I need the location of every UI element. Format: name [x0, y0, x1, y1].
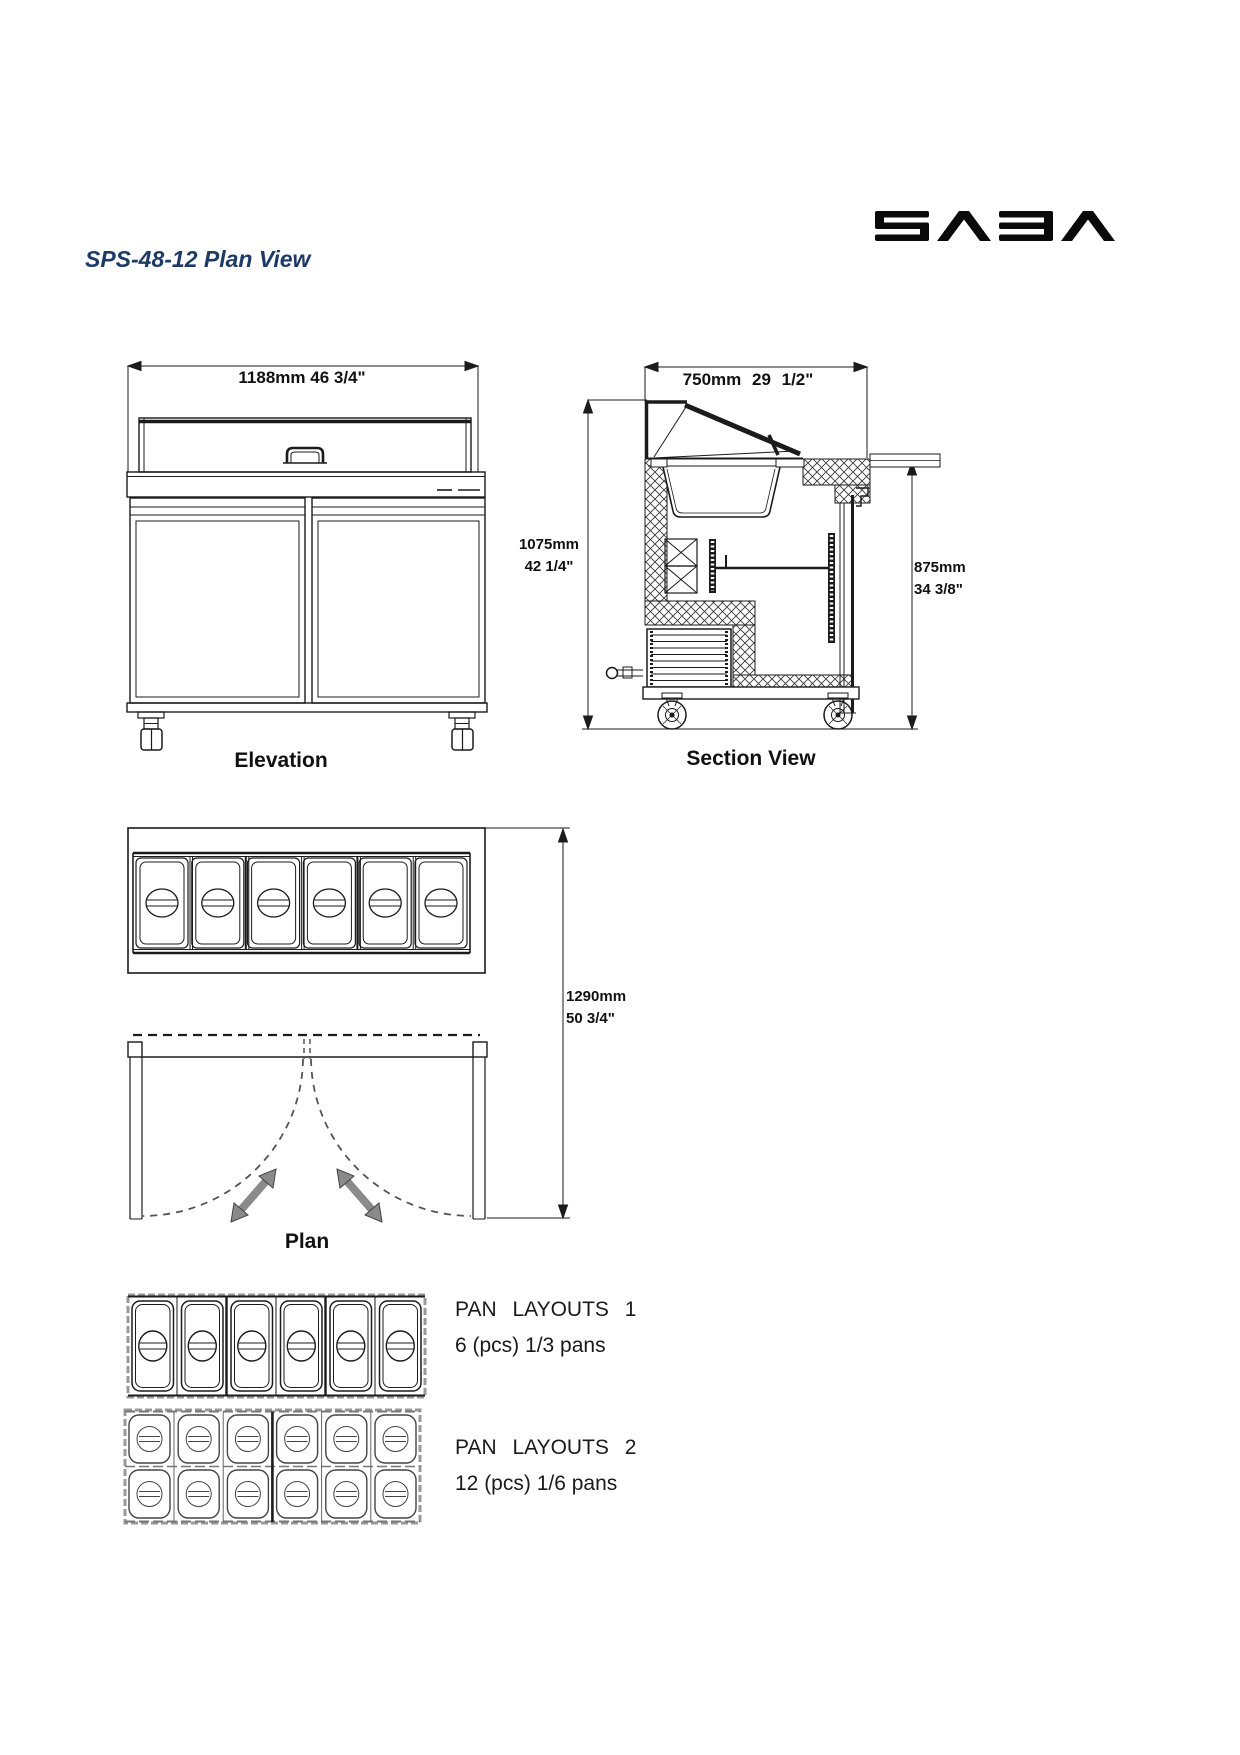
drain-valve-icon [607, 667, 644, 679]
sixth-pan [178, 1470, 219, 1518]
sixth-pan [375, 1470, 416, 1518]
plan-pan [248, 858, 300, 948]
sixth-pan [326, 1470, 367, 1518]
evaporator-boxes [665, 539, 697, 593]
pan-layout-1-subtitle: 6 (pcs) 1/3 pans [455, 1334, 606, 1357]
logo-letter-a [937, 211, 991, 241]
third-pan [380, 1301, 422, 1391]
condenser-coil [647, 629, 731, 687]
lid-handle-icon [283, 448, 327, 463]
sixth-pan [277, 1470, 318, 1518]
third-pan [132, 1301, 174, 1391]
elevation-label: Elevation [234, 749, 328, 772]
sixth-pan [227, 1470, 268, 1518]
plan-depth-dimension-mm: 1290mm [566, 988, 627, 1005]
plan-pan [136, 858, 188, 948]
section-overall-height-in: 42 1/4" [524, 558, 574, 575]
plan-label: Plan [284, 1230, 330, 1253]
pan-layout-2-title: PAN LAYOUTS 2 [455, 1436, 637, 1459]
dim-arrow-left [128, 362, 141, 371]
section-view-label: Section View [686, 747, 816, 770]
pan-layout-2-drawing [100, 1402, 440, 1537]
section-depth-dimension: 750mm 29 1/2" [682, 370, 814, 389]
plan-pans [136, 856, 467, 950]
section-overall-height-mm: 1075mm [518, 536, 580, 553]
section-body-height-mm: 875mm [914, 559, 966, 576]
sixth-pan [277, 1415, 318, 1463]
elevation-door-right [312, 498, 485, 703]
section-view-drawing [520, 355, 980, 755]
pan-layout-1-title: PAN LAYOUTS 1 [455, 1298, 637, 1321]
plan-pan [192, 858, 244, 948]
logo-letter-a2 [1061, 211, 1115, 241]
saba-logo [875, 210, 1120, 244]
door-swing-arrow-right [337, 1169, 382, 1222]
plan-drawing [100, 820, 640, 1230]
third-pan [182, 1301, 224, 1391]
sixth-pan [129, 1470, 170, 1518]
plan-pan [415, 858, 467, 948]
shelf-standards [713, 533, 832, 643]
plan-pan [303, 858, 355, 948]
elevation-drawing [100, 355, 500, 755]
insulation-left-wall [645, 459, 667, 601]
sixth-pan [227, 1415, 268, 1463]
section-open-lid [645, 402, 800, 458]
third-pan [281, 1301, 323, 1391]
door-swing-arcs [143, 1039, 471, 1216]
elevation-base [127, 703, 487, 712]
plan-pan [359, 858, 411, 948]
pan-layout-1-drawing [100, 1285, 440, 1405]
dim-arrow-right [465, 362, 478, 371]
pan-layout-2-subtitle: 12 (pcs) 1/6 pans [455, 1472, 618, 1495]
elevation-lid [139, 418, 471, 472]
sixth-pan [129, 1415, 170, 1463]
section-caster-right [824, 693, 852, 729]
section-food-pan [651, 459, 804, 517]
page-title: SPS-48-12 Plan View [85, 246, 311, 272]
third-pan [231, 1301, 273, 1391]
logo-letter-s [875, 211, 929, 241]
elevation-counter [127, 472, 485, 497]
door-swing-arrow-left [231, 1169, 276, 1222]
elevation-caster-right [449, 712, 475, 750]
section-caster-left [658, 693, 686, 729]
sixth-pan [178, 1415, 219, 1463]
sixth-pan [326, 1415, 367, 1463]
insulation-top-right [803, 459, 870, 485]
elevation-caster-left [138, 712, 164, 750]
sixth-pan [375, 1415, 416, 1463]
elevation-width-dimension: 1188mm 46 3/4" [238, 368, 366, 387]
plan-depth-dimension-in: 50 3/4" [566, 1010, 615, 1027]
elevation-door-left [130, 498, 305, 703]
logo-letter-b [999, 211, 1053, 241]
section-body-height-in: 34 3/8" [914, 581, 963, 598]
third-pan [330, 1301, 372, 1391]
